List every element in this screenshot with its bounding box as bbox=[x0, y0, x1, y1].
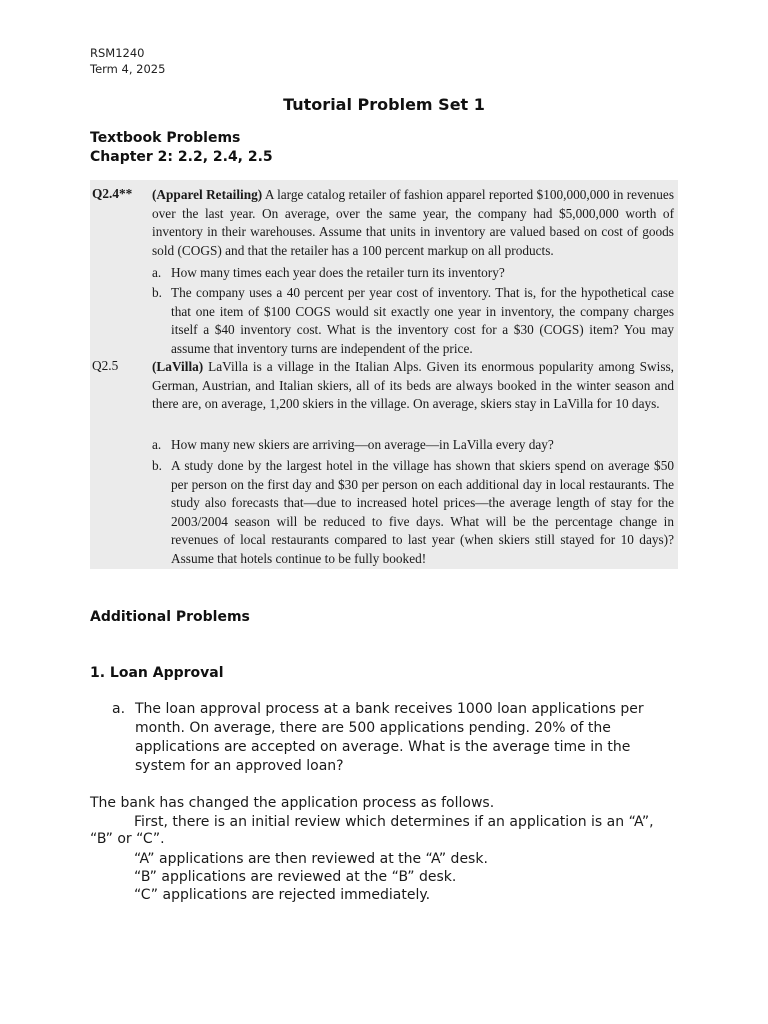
problem-1-heading: 1. Loan Approval bbox=[90, 665, 224, 681]
chapter-list: Chapter 2: 2.2, 2.4, 2.5 bbox=[90, 149, 273, 165]
subquestion-marker: b. bbox=[152, 458, 162, 473]
page-title: Tutorial Problem Set 1 bbox=[283, 95, 485, 114]
initial-review-continuation: “B” or “C”. bbox=[90, 831, 165, 847]
list-text: The loan approval process at a bank receives 1000 loan applications per month. On average, there are 500 applications pending. 20% of the applications are accepted on average. What is the average time in the system for an approved loan? bbox=[135, 701, 644, 774]
process-change-intro: The bank has changed the application process as follows. bbox=[90, 795, 495, 811]
a-desk-line: “A” applications are then reviewed at the “A” desk. bbox=[134, 851, 488, 867]
question-label: Q2.5 bbox=[92, 358, 119, 373]
subquestion-marker: b. bbox=[152, 285, 162, 300]
b-desk-line: “B” applications are reviewed at the “B” desk. bbox=[134, 869, 457, 885]
question-body: A large catalog retailer of fashion apparel reported $100,000,000 in revenues over the last year. On average, over the same year, the company had $5,000,000 worth of inventory in their warehouses. Assume that units in inventory are valued based on cost of goods sold (COGS) and that the retailer has a 100 percent markup on all products. bbox=[152, 187, 674, 258]
additional-heading: Additional Problems bbox=[90, 609, 250, 625]
initial-review-line: First, there is an initial review which determines if an application is an “A”, bbox=[134, 814, 654, 830]
subquestion-text: How many times each year does the retailer turn its inventory? bbox=[171, 265, 505, 280]
question-label: Q2.4** bbox=[92, 186, 133, 201]
term-label: Term 4, 2025 bbox=[90, 62, 166, 76]
subquestion-text: A study done by the largest hotel in the village has shown that skiers spend on average $50 per person on the first day and $30 per person on each additional day in local restaurants. The study also forecasts that—due to increased hotel prices—the average length of stay for the 2003/2004 season will be reduced to five days. What will be the percentage change in revenues of local restaurants compared to last year (when skiers still stayed for 10 days)? Assume that hotels continue to be fully booked! bbox=[171, 458, 674, 566]
textbook-excerpt bbox=[90, 180, 678, 569]
c-reject-line: “C” applications are rejected immediately. bbox=[134, 887, 431, 903]
subquestion-marker: a. bbox=[152, 265, 162, 280]
course-code: RSM1240 bbox=[90, 46, 145, 60]
question-topic: (Apparel Retailing) bbox=[152, 187, 263, 202]
question-body: LaVilla is a village in the Italian Alps. Given its enormous popularity among Swiss, German, Austrian, and Italian skiers, all of its beds are always booked in the winter season and there are, on average, 1,200 skiers in the village. On average, skiers stay in LaVilla for 10 days. bbox=[152, 359, 675, 412]
question-text bbox=[152, 186, 674, 260]
subquestion-text: How many new skiers are arriving—on average—in LaVilla every day? bbox=[171, 437, 554, 452]
question-topic: (LaVilla) bbox=[152, 359, 204, 374]
subquestion-marker: a. bbox=[152, 437, 162, 452]
textbook-heading: Textbook Problems bbox=[90, 130, 241, 146]
list-marker: a. bbox=[112, 701, 126, 717]
subquestion-text: The company uses a 40 percent per year cost of inventory. That is, for the hypothetical case that one item of $100 COGS would sit exactly one year in inventory, the company charges itself a $40 inventory cost. What is the inventory cost for a $30 (COGS) item? You may assume that inventory turns are independent of the price. bbox=[171, 285, 674, 356]
question-text bbox=[152, 358, 674, 414]
